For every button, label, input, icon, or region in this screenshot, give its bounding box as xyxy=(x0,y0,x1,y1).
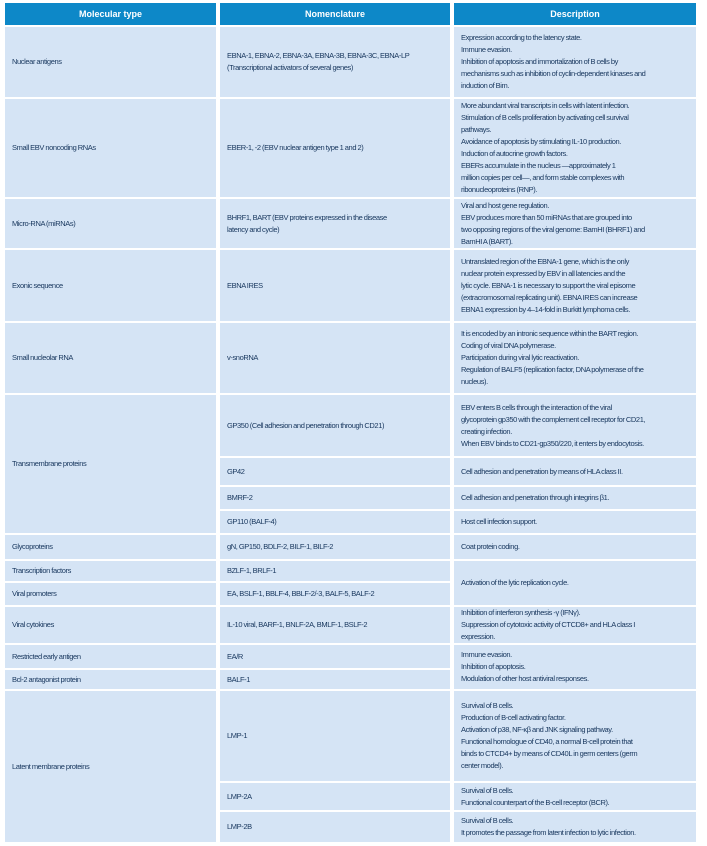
description-cell: Survival of B cells. Functional counterpart of the B-cell receptor (BCR). xyxy=(454,783,696,810)
table-row xyxy=(5,323,696,393)
molecular-type-cell: Transcription factors xyxy=(5,561,216,581)
description-cell: Viral and host gene regulation. EBV produces more than 50 miRNAs that are grouped into two opposing regions of the viral genome: BamHI (BHRF1) and BamHI A (BART). xyxy=(454,199,696,248)
molecular-type-cell: Transmembrane proteins xyxy=(5,395,216,533)
table-row xyxy=(5,535,696,559)
nomenclature-cell: gN, GP150, BDLF-2, BILF-1, BILF-2 xyxy=(220,535,450,559)
nomenclature-cell: LMP-2A xyxy=(220,783,450,810)
table-row xyxy=(5,250,696,321)
nomenclature-cell: GP42 xyxy=(220,458,450,485)
nomenclature-cell: EBNA-1, EBNA-2, EBNA-3A, EBNA-3B, EBNA-3C, EBNA-LP (Transcriptional activators of several genes) xyxy=(220,27,450,97)
molecular-type-cell: Bcl-2 antagonist protein xyxy=(5,670,216,689)
molecular-type-cell: Viral promoters xyxy=(5,583,216,605)
nomenclature-cell: LMP-1 xyxy=(220,691,450,781)
molecular-type-cell: Small EBV noncoding RNAs xyxy=(5,99,216,197)
molecular-type-cell: Small nucleolar RNA xyxy=(5,323,216,393)
molecular-type-cell: Micro-RNA (miRNAs) xyxy=(5,199,216,248)
nomenclature-cell: v-snoRNA xyxy=(220,323,450,393)
description-cell: Survival of B cells. Production of B-cell activating factor. Activation of p38, NF-κβ and JNK signaling pathway. Functional homologue of CD40, a normal B-cell protein that binds to CTCD4+ by means of CD40L in germ centers (germ center model). xyxy=(454,691,696,781)
ebv-molecular-types-table xyxy=(1,1,700,844)
description-cell: Activation of the lytic replication cycle. xyxy=(454,561,696,605)
nomenclature-cell: BALF-1 xyxy=(220,670,450,689)
header-row xyxy=(5,3,696,25)
description-cell: Cell adhesion and penetration by means of HLA class II. xyxy=(454,458,696,485)
nomenclature-cell: BHRF1, BART (EBV proteins expressed in the disease latency and cycle) xyxy=(220,199,450,248)
description-cell: EBV enters B cells through the interaction of the viral glycoprotein gp350 with the complement cell receptor for CD21, creating infection. When EBV binds to CD21-gp350/220, it enters by endocytosis. xyxy=(454,395,696,456)
description-cell: Coat protein coding. xyxy=(454,535,696,559)
description-cell: More abundant viral transcripts in cells with latent infection. Stimulation of B cells proliferation by activating cell survival pathways. Avoidance of apoptosis by stimulating IL-10 production. Induction of autocrine growth factors. EBERs accumulate in the nucleus —approximately 1 million copies per cell—, and form stable complexes with ribonucleoproteins (RNP). xyxy=(454,99,696,197)
molecular-type-cell: Viral cytokines xyxy=(5,607,216,643)
table-row xyxy=(5,199,696,248)
column-header-description: Description xyxy=(454,3,696,25)
nomenclature-cell: EBER-1, -2 (EBV nuclear antigen type 1 and 2) xyxy=(220,99,450,197)
molecular-type-cell: Nuclear antigens xyxy=(5,27,216,97)
nomenclature-cell: EA/R xyxy=(220,645,450,668)
table-row xyxy=(5,645,696,668)
column-header-nomenclature: Nomenclature xyxy=(220,3,450,25)
table-row xyxy=(5,561,696,581)
nomenclature-cell: EA, BSLF-1, BBLF-4, BBLF-2/-3, BALF-5, BALF-2 xyxy=(220,583,450,605)
nomenclature-cell: LMP-2B xyxy=(220,812,450,842)
nomenclature-cell: BMRF-2 xyxy=(220,487,450,509)
table-row xyxy=(5,27,696,97)
nomenclature-cell: GP350 (Cell adhesion and penetration through CD21) xyxy=(220,395,450,456)
description-cell: Cell adhesion and penetration through integrins β1. xyxy=(454,487,696,509)
nomenclature-cell: BZLF-1, BRLF-1 xyxy=(220,561,450,581)
description-cell: Survival of B cells. It promotes the passage from latent infection to lytic infection. xyxy=(454,812,696,842)
description-cell: Host cell infection support. xyxy=(454,511,696,533)
column-header-molecular-type: Molecular type xyxy=(5,3,216,25)
table-row xyxy=(5,395,696,456)
nomenclature-cell: IL-10 viral, BARF-1, BNLF-2A, BMLF-1, BSLF-2 xyxy=(220,607,450,643)
molecular-type-cell: Latent membrane proteins xyxy=(5,691,216,842)
nomenclature-cell: EBNA IRES xyxy=(220,250,450,321)
table-row xyxy=(5,607,696,643)
nomenclature-cell: GP110 (BALF-4) xyxy=(220,511,450,533)
molecular-type-cell: Glycoproteins xyxy=(5,535,216,559)
molecular-type-cell: Exonic sequence xyxy=(5,250,216,321)
description-cell: Untranslated region of the EBNA-1 gene, which is the only nuclear protein expressed by EBV in all latencies and the lytic cycle. EBNA-1 is necessary to support the viral episome (extracromosomal replicating unit). EBNA IRES can increase EBNA1 expression by 4–14-fold in Burkitt lymphoma cells. xyxy=(454,250,696,321)
table-row xyxy=(5,691,696,781)
molecular-type-cell: Restricted early antigen xyxy=(5,645,216,668)
description-cell: Immune evasion. Inhibition of apoptosis. Modulation of other host antiviral responses. xyxy=(454,645,696,689)
description-cell: Inhibition of interferon synthesis -γ (IFNγ). Suppression of cytotoxic activity of CTCD8+ and HLA class I expression. xyxy=(454,607,696,643)
table-row xyxy=(5,99,696,197)
description-cell: It is encoded by an intronic sequence within the BART region. Coding of viral DNA polymerase. Participation during viral lytic reactivation. Regulation of BALF5 (replication factor, DNA polymerase of the nucleus). xyxy=(454,323,696,393)
description-cell: Expression according to the latency state. Immune evasion. Inhibition of apoptosis and immortalization of B cells by mechanisms such as inhibition of cyclin-dependent kinases and induction of Bim. xyxy=(454,27,696,97)
